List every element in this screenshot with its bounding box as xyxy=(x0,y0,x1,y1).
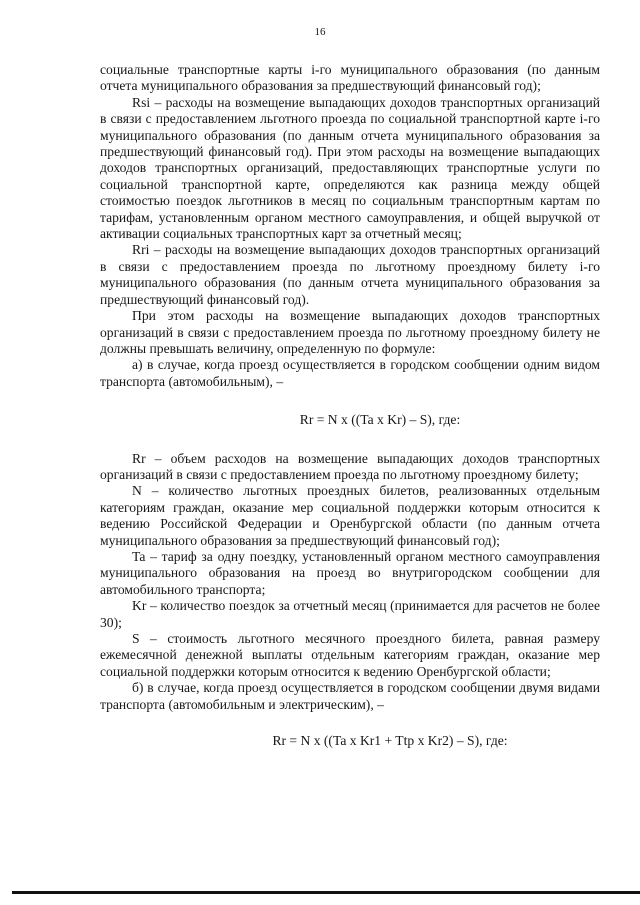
bottom-rule xyxy=(12,891,640,894)
paragraph-rsi: Rsi – расходы на возмещение выпадающих доходов транспортных организаций в связи с предоставлением льготного проезда по социальной транспортной карте i-го муниципального образования (по данным отчета муниципального образования за предшествующий финансовый год). При этом расходы на возмещение выпадающих доходов транспортных организаций, предоставляющих транспортные услуги по социальной транспортной карте, определяются как разница между общей стоимостью поездок льготников в месяц по социальным транспортным картам по тарифам, установленным органом местного самоуправления, и общей выручкой от активации социальных транспортных карт за отчетный месяц; xyxy=(100,94,600,242)
paragraph-def-ta: Ta – тариф за одну поездку, установленный органом местного самоуправления муниципального образования на проезд во внутригородском сообщении для автомобильного транспорта; xyxy=(100,548,600,597)
paragraph-continuation: социальные транспортные карты i-го муниципального образования (по данным отчета муниципального образования за предшествующий финансовый год); xyxy=(100,62,600,94)
page-number: 16 xyxy=(314,26,326,38)
paragraph-def-rr: Rr – объем расходов на возмещение выпадающих доходов транспортных организаций в связи с предоставлением проезда по льготному проездному билету; xyxy=(100,450,600,482)
formula-a: Rr = N x ((Ta x Kr) – S), где: xyxy=(299,412,461,428)
paragraph-case-a: а) в случае, когда проезд осуществляется в городском сообщении одним видом транспорта (автомобильным), – xyxy=(100,357,600,389)
paragraph-rri: Rri – расходы на возмещение выпадающих доходов транспортных организаций в связи с предоставлением проезда по льготному проездному билету i-го муниципального образования (по данным отчета муниципального образования за предшествующий финансовый год). xyxy=(100,242,600,307)
paragraph-limit: При этом расходы на возмещение выпадающих доходов транспортных организаций в связи с предоставлением проезда по льготному проездному билету не должны превышать величину, определенную по формуле: xyxy=(100,308,600,356)
formula-b: Rr = N x ((Ta x Kr1 + Ttp x Kr2) – S), где: xyxy=(272,733,508,749)
paragraph-def-kr: Kr – количество поездок за отчетный месяц (принимается для расчетов не более 30); xyxy=(100,598,600,630)
paragraph-def-s: S – стоимость льготного месячного проездного билета, равная размеру ежемесячной денежной выплаты отдельным категориям граждан, оказание мер социальной поддержки которым относится к ведению Оренбургской области; xyxy=(100,631,600,679)
page-body xyxy=(100,62,600,749)
paragraph-case-b: б) в случае, когда проезд осуществляется в городском сообщении двумя видами транспорта (автомобильным и электрическим), – xyxy=(100,680,600,712)
paragraph-def-n: N – количество льготных проездных билетов, реализованных отдельным категориям граждан, оказание мер социальной поддержки которым относится к ведению Российской Федерации и Оренбургской области (по данным отчета муниципального образования за предшествующий финансовый год); xyxy=(100,483,600,548)
